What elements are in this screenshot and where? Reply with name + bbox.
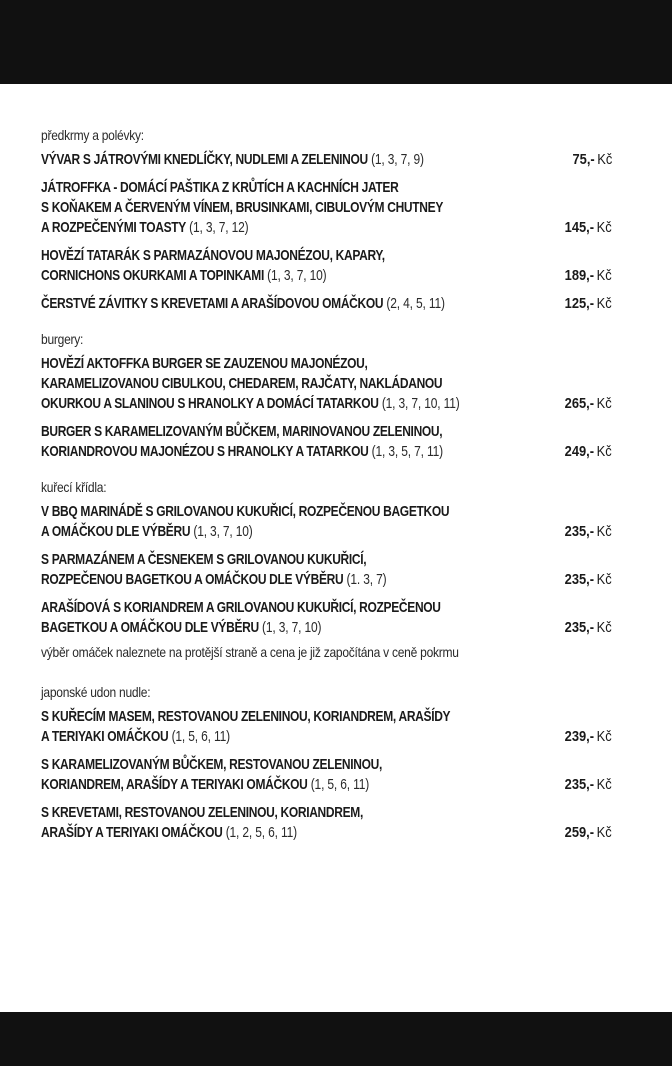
item-price: 239,- Kč (564, 728, 612, 745)
menu-item (41, 550, 631, 590)
item-allergens: (1, 3, 7, 10) (193, 523, 253, 540)
menu-item (41, 755, 631, 795)
item-price: 189,- Kč (564, 267, 612, 284)
item-name-line: S KREVETAMI, RESTOVANOU ZELENINOU, KORIANDREM, (41, 804, 363, 821)
top-bar (0, 0, 672, 84)
item-name-line: ARAŠÍDOVÁ S KORIANDREM A GRILOVANOU KUKUŘICÍ, ROZPEČENOU (41, 599, 441, 616)
item-name: BAGETKOU A OMÁČKOU DLE VÝBĚRU (1, 3, 7, 10) (41, 619, 322, 636)
section-title: předkrmy a polévky: (41, 127, 144, 143)
bottom-bar (0, 1012, 672, 1066)
menu-item (41, 178, 631, 238)
item-price: 235,- Kč (564, 523, 612, 540)
item-allergens: (1, 3, 7, 10) (267, 267, 327, 284)
menu-item (41, 707, 631, 747)
menu-item (41, 598, 631, 638)
item-name-line: S PARMAZÁNEM A ČESNEKEM S GRILOVANOU KUKUŘICÍ, (41, 551, 367, 568)
menu-item (41, 803, 631, 843)
item-name-line: BURGER S KARAMELIZOVANÝM BŮČKEM, MARINOVANOU ZELENINOU, (41, 423, 443, 440)
item-name: ČERSTVÉ ZÁVITKY S KREVETAMI A ARAŠÍDOVOU OMÁČKOU (2, 4, 5, 11) (41, 295, 445, 312)
item-name-line: S KOŇAKEM A ČERVENÝM VÍNEM, BRUSINKAMI, CIBULOVÝM CHUTNEY (41, 199, 444, 216)
item-price: 265,- Kč (564, 395, 612, 412)
item-name: ROZPEČENOU BAGETKOU A OMÁČKOU DLE VÝBĚRU (1. 3, 7) (41, 571, 387, 588)
section-title: burgery: (41, 331, 84, 347)
item-name: KORIANDREM, ARAŠÍDY A TERIYAKI OMÁČKOU (1, 5, 6, 11) (41, 776, 370, 793)
item-price: 259,- Kč (564, 824, 612, 841)
menu-item (41, 502, 631, 542)
item-allergens: (1, 3, 7, 9) (371, 151, 424, 168)
item-price: 75,- Kč (572, 151, 612, 168)
sauce-note: výběr omáček naleznete na protější straně a cena je již započítána v ceně pokrmu (41, 644, 459, 660)
item-allergens: (1, 3, 7, 12) (189, 219, 249, 236)
item-name: A OMÁČKOU DLE VÝBĚRU (1, 3, 7, 10) (41, 523, 253, 540)
menu-item (41, 294, 631, 314)
item-allergens: (2, 4, 5, 11) (386, 295, 445, 312)
section-chicken-wings (41, 479, 631, 660)
item-allergens: (1. 3, 7) (346, 571, 387, 588)
section-udon-noodles (41, 684, 631, 843)
item-allergens: (1, 3, 7, 10) (262, 619, 322, 636)
menu-item (41, 246, 631, 286)
item-allergens: (1, 5, 6, 11) (310, 776, 370, 793)
item-name: ARAŠÍDY A TERIYAKI OMÁČKOU (1, 2, 5, 6, 11) (41, 824, 297, 841)
item-name-line: S KARAMELIZOVANÝM BŮČKEM, RESTOVANOU ZELENINOU, (41, 756, 382, 773)
section-title: japonské udon nudle: (41, 684, 151, 700)
item-name: CORNICHONS OKURKAMI A TOPINKAMI (1, 3, 7, 10) (41, 267, 327, 284)
item-name: OKURKOU A SLANINOU S HRANOLKY A DOMÁCÍ TATARKOU (1, 3, 7, 10, 11) (41, 395, 460, 412)
item-price: 249,- Kč (564, 443, 612, 460)
item-name-line: HOVĚZÍ AKTOFFKA BURGER SE ZAUZENOU MAJONÉZOU, (41, 355, 368, 372)
item-name-line: S KUŘECÍM MASEM, RESTOVANOU ZELENINOU, KORIANDREM, ARAŠÍDY (41, 708, 451, 725)
item-price: 235,- Kč (564, 571, 612, 588)
menu-item (41, 150, 631, 170)
section-title: kuřecí křídla: (41, 479, 107, 495)
section-starters (41, 127, 631, 314)
item-allergens: (1, 3, 7, 10, 11) (381, 395, 460, 412)
item-allergens: (1, 2, 5, 6, 11) (225, 824, 297, 841)
menu-item (41, 422, 631, 462)
item-allergens: (1, 5, 6, 11) (171, 728, 230, 745)
item-price: 125,- Kč (564, 295, 612, 312)
item-name-line: KARAMELIZOVANOU CIBULKOU, CHEDAREM, RAJČATY, NAKLÁDANOU (41, 375, 443, 392)
menu-page (41, 127, 631, 860)
item-name-line: HOVĚZÍ TATARÁK S PARMAZÁNOVOU MAJONÉZOU, KAPARY, (41, 247, 385, 264)
section-burgers (41, 331, 631, 462)
item-name: A ROZPEČENÝMI TOASTY (1, 3, 7, 12) (41, 219, 249, 236)
item-name-line: JÁTROFFKA - DOMÁCÍ PAŠTIKA Z KRŮTÍCH A KACHNÍCH JATER (41, 179, 399, 196)
item-price: 145,- Kč (564, 219, 612, 236)
item-name: VÝVAR S JÁTROVÝMI KNEDLÍČKY, NUDLEMI A ZELENINOU (1, 3, 7, 9) (41, 151, 424, 168)
item-name: KORIANDROVOU MAJONÉZOU S HRANOLKY A TATARKOU (1, 3, 5, 7, 11) (41, 443, 443, 460)
item-name-line: V BBQ MARINÁDĚ S GRILOVANOU KUKUŘICÍ, ROZPEČENOU BAGETKOU (41, 503, 450, 520)
menu-item (41, 354, 631, 414)
item-name: A TERIYAKI OMÁČKOU (1, 5, 6, 11) (41, 728, 230, 745)
item-price: 235,- Kč (564, 776, 612, 793)
item-price: 235,- Kč (564, 619, 612, 636)
item-allergens: (1, 3, 5, 7, 11) (371, 443, 443, 460)
